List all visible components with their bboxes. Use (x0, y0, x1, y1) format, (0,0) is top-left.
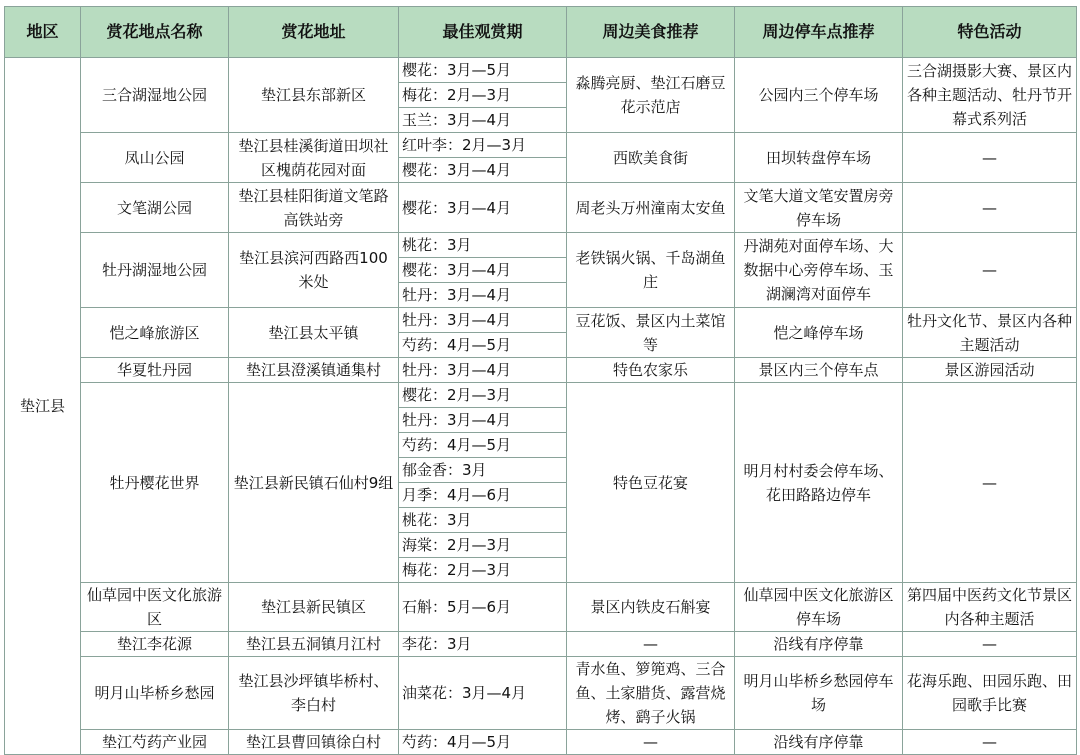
period: 玉兰：3月—4月 (399, 108, 567, 133)
food: 淼腾亮厨、垫江石磨豆花示范店 (567, 58, 735, 133)
site-name: 垫江芍药产业园 (81, 730, 229, 755)
parking: 恺之峰停车场 (735, 308, 903, 358)
table-row (5, 233, 1077, 258)
parking: 仙草园中医文化旅游区停车场 (735, 583, 903, 632)
site-name: 凤山公园 (81, 133, 229, 183)
region-cell: 垫江县 (5, 58, 81, 755)
food: 豆花饭、景区内土菜馆等 (567, 308, 735, 358)
food: 老铁锅火锅、千岛湖鱼庄 (567, 233, 735, 308)
table-row (5, 657, 1077, 730)
site-name: 牡丹湖湿地公园 (81, 233, 229, 308)
parking: 田坝转盘停车场 (735, 133, 903, 183)
table-row (5, 632, 1077, 657)
site-address: 垫江县桂阳街道文笔路高铁站旁 (229, 183, 399, 233)
table-row (5, 183, 1077, 233)
period: 樱花：3月—5月 (399, 58, 567, 83)
food: 西欧美食街 (567, 133, 735, 183)
parking: 公园内三个停车场 (735, 58, 903, 133)
food: — (567, 730, 735, 755)
period: 桃花：3月 (399, 508, 567, 533)
header-row (5, 7, 1077, 58)
site-name: 三合湖湿地公园 (81, 58, 229, 133)
site-address: 垫江县滨河西路西100米处 (229, 233, 399, 308)
food: 景区内铁皮石斛宴 (567, 583, 735, 632)
activity: — (903, 133, 1077, 183)
parking: 明月村村委会停车场、花田路路边停车 (735, 383, 903, 583)
parking: 文笔大道文笔安置房旁停车场 (735, 183, 903, 233)
header-parking: 周边停车点推荐 (735, 7, 903, 58)
activity: 第四届中医药文化节景区内各种主题活 (903, 583, 1077, 632)
period: 樱花：3月—4月 (399, 258, 567, 283)
table-row (5, 58, 1077, 83)
site-address: 垫江县太平镇 (229, 308, 399, 358)
activity: 牡丹文化节、景区内各种主题活动 (903, 308, 1077, 358)
parking: 景区内三个停车点 (735, 358, 903, 383)
activity: — (903, 730, 1077, 755)
site-name: 文笔湖公园 (81, 183, 229, 233)
activity: 景区游园活动 (903, 358, 1077, 383)
site-name: 华夏牡丹园 (81, 358, 229, 383)
table-row (5, 583, 1077, 632)
activity: — (903, 632, 1077, 657)
parking: 沿线有序停靠 (735, 632, 903, 657)
period: 牡丹：3月—4月 (399, 283, 567, 308)
period: 红叶李：2月—3月 (399, 133, 567, 158)
period: 月季：4月—6月 (399, 483, 567, 508)
site-address: 垫江县新民镇石仙村9组 (229, 383, 399, 583)
parking: 沿线有序停靠 (735, 730, 903, 755)
site-name: 垫江李花源 (81, 632, 229, 657)
flower-viewing-table (4, 6, 1077, 755)
table-row (5, 133, 1077, 158)
header-address: 赏花地址 (229, 7, 399, 58)
activity: 花海乐跑、田园乐跑、田园歌手比赛 (903, 657, 1077, 730)
header-site-name: 赏花地点名称 (81, 7, 229, 58)
period: 油菜花：3月—4月 (399, 657, 567, 730)
period: 海棠：2月—3月 (399, 533, 567, 558)
site-address: 垫江县新民镇区 (229, 583, 399, 632)
activity: — (903, 183, 1077, 233)
period: 郁金香：3月 (399, 458, 567, 483)
food: 特色农家乐 (567, 358, 735, 383)
site-name: 恺之峰旅游区 (81, 308, 229, 358)
period: 樱花：3月—4月 (399, 158, 567, 183)
table-row (5, 383, 1077, 408)
period: 桃花：3月 (399, 233, 567, 258)
site-address: 垫江县东部新区 (229, 58, 399, 133)
site-address: 垫江县澄溪镇通集村 (229, 358, 399, 383)
activity: — (903, 233, 1077, 308)
food: 周老头万州潼南太安鱼 (567, 183, 735, 233)
header-food: 周边美食推荐 (567, 7, 735, 58)
food: 特色豆花宴 (567, 383, 735, 583)
site-name: 仙草园中医文化旅游区 (81, 583, 229, 632)
food: — (567, 632, 735, 657)
food: 青水鱼、箩篼鸡、三合鱼、土家腊货、露营烧烤、鹞子火锅 (567, 657, 735, 730)
header-activity: 特色活动 (903, 7, 1077, 58)
table-row (5, 308, 1077, 333)
site-address: 垫江县桂溪街道田坝社区槐荫花园对面 (229, 133, 399, 183)
period: 石斛：5月—6月 (399, 583, 567, 632)
parking: 明月山毕桥乡愁园停车场 (735, 657, 903, 730)
period: 芍药：4月—5月 (399, 433, 567, 458)
site-name: 牡丹樱花世界 (81, 383, 229, 583)
table-row (5, 358, 1077, 383)
period: 牡丹：3月—4月 (399, 408, 567, 433)
period: 牡丹：3月—4月 (399, 358, 567, 383)
period: 芍药：4月—5月 (399, 333, 567, 358)
period: 梅花：2月—3月 (399, 83, 567, 108)
activity: — (903, 383, 1077, 583)
period: 樱花：2月—3月 (399, 383, 567, 408)
activity: 三合湖摄影大赛、景区内各种主题活动、牡丹节开幕式系列活 (903, 58, 1077, 133)
site-address: 垫江县沙坪镇毕桥村、李白村 (229, 657, 399, 730)
period: 芍药：4月—5月 (399, 730, 567, 755)
period: 樱花：3月—4月 (399, 183, 567, 233)
period: 牡丹：3月—4月 (399, 308, 567, 333)
site-address: 垫江县曹回镇徐白村 (229, 730, 399, 755)
site-address: 垫江县五洞镇月江村 (229, 632, 399, 657)
period: 李花：3月 (399, 632, 567, 657)
site-name: 明月山毕桥乡愁园 (81, 657, 229, 730)
header-region: 地区 (5, 7, 81, 58)
header-best-period: 最佳观赏期 (399, 7, 567, 58)
parking: 丹湖苑对面停车场、大数据中心旁停车场、玉湖澜湾对面停车 (735, 233, 903, 308)
period: 梅花：2月—3月 (399, 558, 567, 583)
